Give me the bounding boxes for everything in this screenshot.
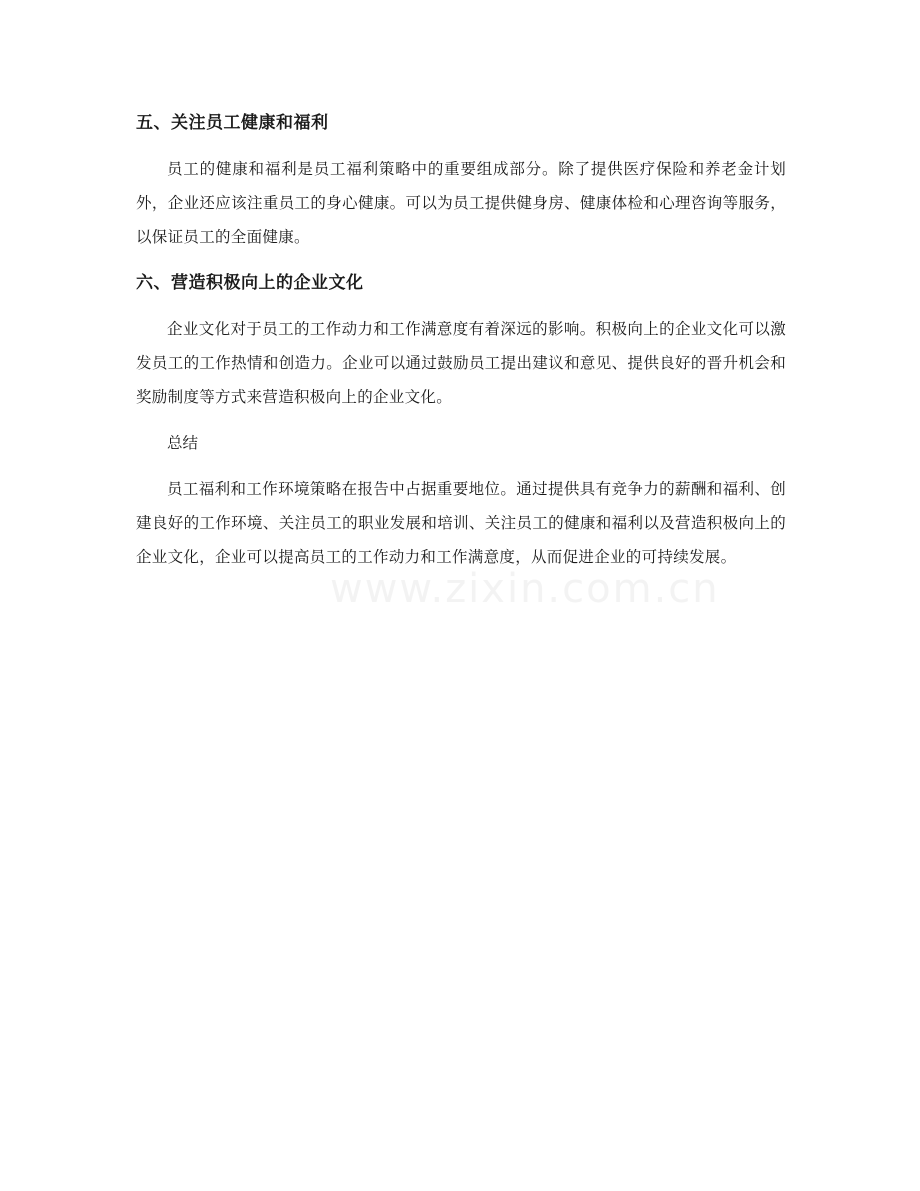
watermark: www.zixin.com.cn bbox=[330, 566, 720, 612]
summary-title: 总结 bbox=[167, 434, 199, 452]
section-5-heading: 五、关注员工健康和福利 bbox=[136, 113, 329, 133]
section-6-paragraph: 企业文化对于员工的工作动力和工作满意度有着深远的影响。积极向上的企业文化可以激发员工的工作热情和创造力。企业可以通过鼓励员工提出建议和意见、提供良好的晋升机会和奖励制度等方式来营造积极向上的企业文化。 bbox=[136, 320, 786, 406]
document-body bbox=[136, 106, 786, 586]
section-5-paragraph: 员工的健康和福利是员工福利策略中的重要组成部分。除了提供医疗保险和养老金计划外，企业还应该注重员工的身心健康。可以为员工提供健身房、健康体检和心理咨询等服务，以保证员工的全面健康。 bbox=[136, 160, 786, 246]
section-6-heading: 六、营造积极向上的企业文化 bbox=[136, 273, 364, 293]
summary-paragraph: 员工福利和工作环境策略在报告中占据重要地位。通过提供具有竞争力的薪酬和福利、创建良好的工作环境、关注员工的职业发展和培训、关注员工的健康和福利以及营造积极向上的企业文化，企业可以提高员工的工作动力和工作满意度，从而促进企业的可持续发展。 bbox=[136, 480, 786, 566]
